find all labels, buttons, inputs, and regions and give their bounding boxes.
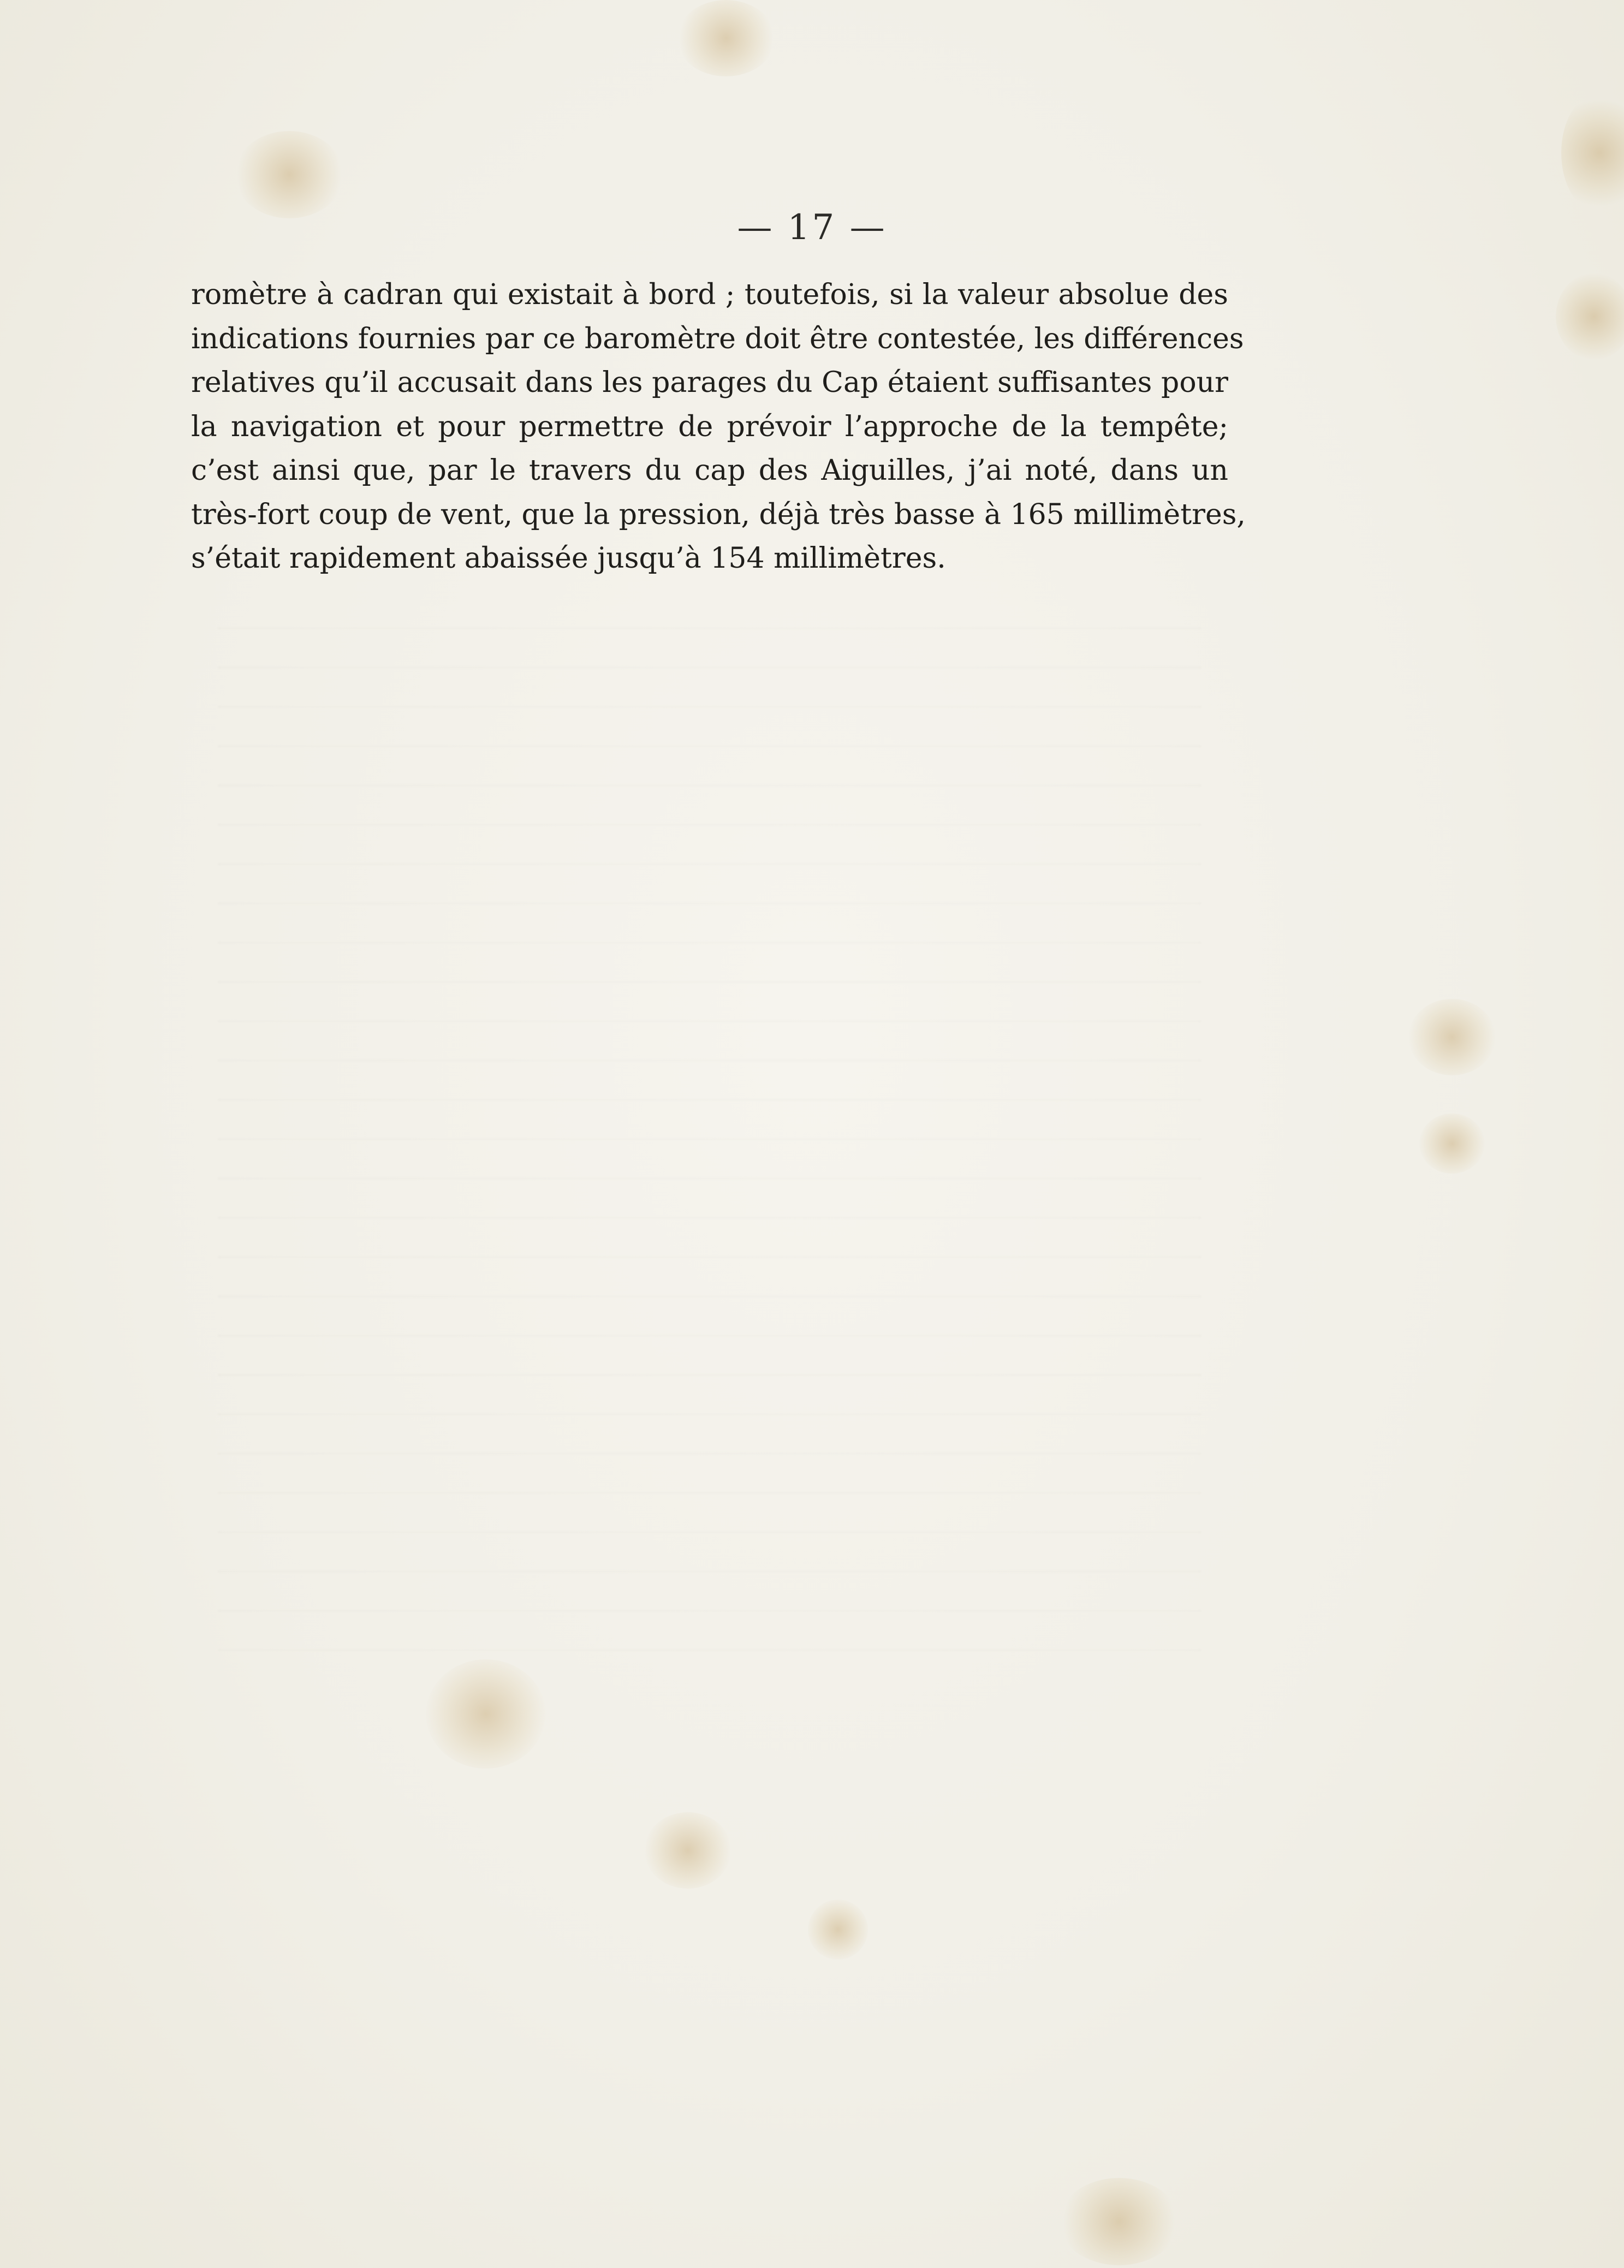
page-number: — 17 — (737, 207, 887, 248)
paragraph-line: très-fort coup de vent, que la pression, déjà très basse à 165 millimètres, (191, 498, 1246, 531)
bleed-through-table (218, 590, 1201, 1681)
paragraph-line: romètre à cadran qui existait à bord ; toutefois, si la valeur absolue des (191, 278, 1228, 311)
foxing-spot (1556, 273, 1624, 360)
foxing-spot (1561, 93, 1624, 213)
foxing-spot (808, 1900, 868, 1960)
foxing-spot (235, 131, 344, 218)
foxing-spot (1408, 999, 1496, 1075)
foxing-spot (1059, 2178, 1179, 2265)
body-paragraph (191, 273, 1246, 581)
paragraph-line: relatives qu’il accusait dans les parages du Cap étaient suffisantes pour (191, 366, 1228, 399)
paragraph-line: la navigation et pour permettre de prévoir l’approche de la tempête; (191, 410, 1228, 443)
foxing-spot (644, 1812, 731, 1889)
paragraph-line: s’était rapidement abaissée jusqu’à 154 millimètres. (191, 542, 946, 575)
foxing-spot (426, 1659, 546, 1769)
foxing-spot (677, 0, 775, 76)
paragraph-line: c’est ainsi que, par le travers du cap des Aiguilles, j’ai noté, dans un (191, 454, 1228, 487)
paragraph-line: indications fournies par ce baromètre doit être contestée, les différences (191, 322, 1244, 355)
foxing-spot (1419, 1114, 1485, 1174)
